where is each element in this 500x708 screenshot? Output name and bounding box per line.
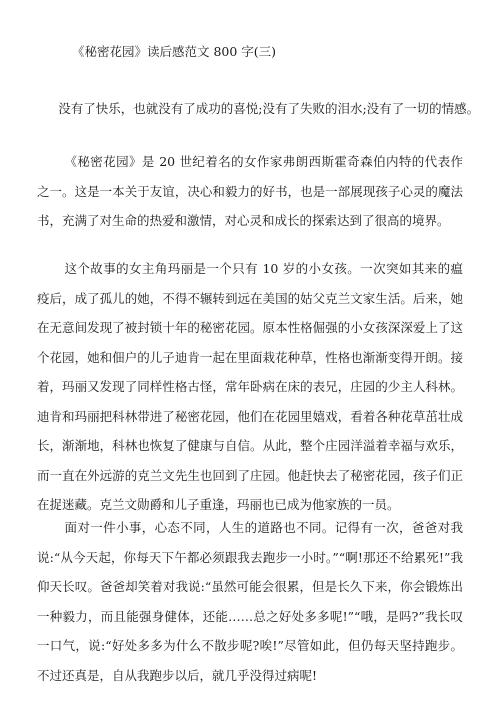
paragraph-1: 没有了快乐，也就没有了成功的喜悦;没有了失败的泪水;没有了一切的情感。 xyxy=(58,101,480,116)
paragraph-3: 这个故事的女主角玛丽是一个只有 10 岁的小女孩。一次突如其来的瘟疫后，成了孤儿的她，不得不辗转到远在美国的姑父克兰文家生活。后来，她在无意间发现了被封锁十年的秘密花园。原本性格倔强的小女孩深深爱上了这个花园，她和佃户的儿子迪肯一起在里面栽花种草，性格也渐渐变得开朗。接着，玛丽又发现了同样性格古怪，常年卧病在床的表兄，庄园的少主人科林。迪肯和玛丽把科林带进了秘密花园，他们在花园里嬉戏，看着各种花草茁壮成长，渐渐地，科林也恢复了健康与自信。从此，整个庄园洋溢着幸福与欢乐，而一直在外远游的克兰文先生也回到了庄园。他赶快去了秘密花园，孩子们正在捉迷藏。克兰文勋爵和儿子重逢，玛丽也已成为他家族的一员。 xyxy=(37,261,463,512)
paragraph-2: 《秘密花园》是 20 世纪着名的女作家弗朗西斯霍奇森伯内特的代表作之一。这是一本关于友谊，决心和毅力的好书，也是一部展现孩子心灵的魔法书，充满了对生命的热爱和激情，对心灵和成长的探索达到了很高的境界。 xyxy=(37,154,463,228)
document-title: 《秘密花园》读后感范文 800 字(三) xyxy=(72,44,277,59)
paragraph-4: 面对一件小事，心态不同，人生的道路也不同。记得有一次，爸爸对我说:“从今天起，你每天下午都必须跟我去跑步一小时。”“啊!那还不给累死!”我仰天长叹。爸爸却笑着对我说:“虽然可能会很累，但是长久下来，你会锻炼出一种毅力，而且能强身健体，还能……总之好处多多呢!”“哦，是吗?”我长叹一口气，说:“好处多多为什么不散步呢?唉!”尽管如此，但仍每天坚持跑步。不过还真是，自从我跑步以后，就几乎没得过病呢! xyxy=(37,520,463,683)
